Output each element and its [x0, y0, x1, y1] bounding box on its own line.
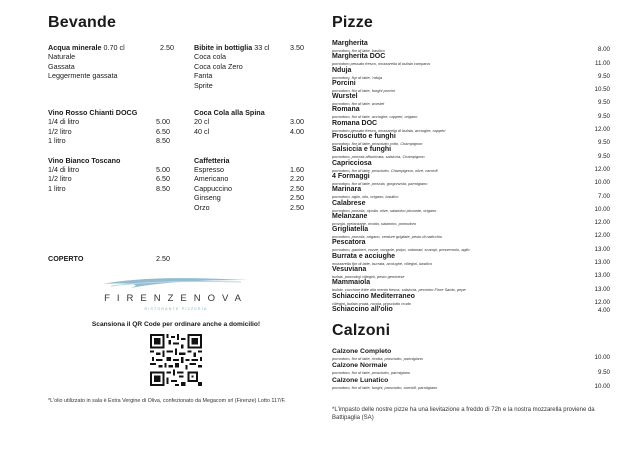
- drink-row-label: Coca cola: [194, 52, 226, 62]
- pizza-column: [332, 14, 610, 422]
- drink-row: [194, 184, 304, 193]
- menu-item-ingredients: pomodoro, fior di latte, basilico: [332, 48, 385, 53]
- drink-group-name: Vino Bianco Toscano: [48, 155, 121, 165]
- menu-item-price: 10.00: [594, 179, 610, 187]
- drink-row: [48, 71, 194, 80]
- drink-group-caffetteria: [194, 156, 304, 212]
- menu-item-name: Calabrese: [332, 199, 366, 207]
- menu-item: [332, 348, 610, 361]
- menu-item-ingredients: pomodoro pessato fresco, mozzarella di bufala, acciughe, capperi: [332, 127, 446, 133]
- menu-item: [332, 377, 610, 390]
- menu-item: [332, 186, 610, 199]
- menu-item: [332, 40, 610, 53]
- menu-item-text: [332, 146, 582, 159]
- menu-item-price: 9.50: [597, 99, 610, 107]
- menu-item-ingredients: pomodoro, provola, origano, verdure grigliate, pesto di radicchio: [332, 234, 443, 240]
- menu-item-ingredients: pomodoro, fior di latte, acciughe, capperi, origano: [332, 114, 418, 120]
- qr-code-icon[interactable]: [150, 334, 202, 386]
- drink-row-label: Coca cola Zero: [194, 61, 243, 71]
- menu-item-price: 13.00: [594, 259, 610, 267]
- drink-row-price: 6.50: [156, 174, 170, 184]
- drink-group-price: 2.50: [160, 43, 174, 52]
- drink-group-vino-rosso: [48, 108, 194, 146]
- drink-row-price: 5.00: [156, 165, 170, 175]
- menu-item-text: [332, 173, 582, 186]
- drink-row-label: 1 litro: [48, 183, 66, 193]
- drink-row-label: Sprite: [194, 80, 213, 90]
- menu-item-price: 12.00: [594, 219, 610, 227]
- drink-row: [194, 117, 304, 126]
- coperto-row: [48, 254, 304, 263]
- menu-item-name: Margherita DOC: [332, 53, 386, 61]
- drink-row-price: 5.00: [156, 117, 170, 127]
- menu-item-price: 12.00: [594, 232, 610, 240]
- pizza-list: [332, 40, 610, 314]
- menu-item-name: Porcini: [332, 79, 356, 87]
- menu-item: [332, 226, 610, 239]
- drink-row-price: 1.60: [290, 165, 304, 175]
- coperto-label: COPERTO: [48, 254, 84, 264]
- menu-item-name: Calzone Completo: [332, 347, 392, 355]
- drink-row-label: 1/2 litro: [48, 174, 72, 184]
- drink-row-price: 2.50: [290, 193, 304, 203]
- menu-item-name: Nduja: [332, 66, 352, 74]
- drink-row-label: Ginseng: [194, 193, 221, 203]
- menu-item-name: Margherita: [332, 40, 368, 47]
- menu-item-name: Schiaccino Mediterraneo: [332, 292, 415, 300]
- menu-item: [332, 93, 610, 106]
- menu-item-text: [332, 67, 582, 80]
- drink-row: [48, 184, 194, 193]
- menu-item-name: Romana DOC: [332, 119, 378, 127]
- menu-item-name: Romana: [332, 106, 360, 114]
- menu-item-text: [332, 80, 582, 93]
- menu-item-name: Salsiccia e funghi: [332, 146, 392, 154]
- drink-row: [48, 127, 194, 136]
- menu-item-text: [332, 120, 582, 133]
- drink-group-acqua: [48, 43, 194, 90]
- menu-item-price: 8.00: [597, 46, 610, 54]
- menu-item-text: [332, 279, 582, 292]
- menu-item: [332, 293, 610, 306]
- drink-row-label: Espresso: [194, 165, 224, 175]
- menu-item-price: 9.50: [597, 139, 610, 147]
- drink-row: [48, 165, 194, 174]
- menu-item-ingredients: pomodoro, fior di latte, prosciutto cotto, Champignon: [332, 141, 423, 147]
- dough-note: *L'impasto delle nostre pizze ha una lievitazione a freddo di 72h e la nostra mozzarella proviene da Battipaglia (SA): [332, 406, 595, 421]
- menu-item: [332, 160, 610, 173]
- menu-item-price: 10.50: [594, 86, 610, 94]
- menu-item-ingredients: ciliegini, bufala cruda, rucola, prosciutto crudo: [332, 300, 411, 306]
- drinks-column: [48, 14, 304, 405]
- menu-item-ingredients: pomodoro, provola affumicata, salsiccia, Champignon: [332, 154, 425, 160]
- menu-item-price: 12.00: [594, 165, 610, 173]
- drink-row: [194, 193, 304, 202]
- menu-item-price: 4.00: [597, 306, 610, 314]
- drink-group-coca-spina: [194, 108, 304, 146]
- drink-group-bibite: [194, 43, 304, 90]
- menu-item: [332, 253, 610, 266]
- drink-row: [194, 81, 304, 90]
- menu-item-price: 10.00: [594, 354, 610, 362]
- drink-group-name: Coca Cola alla Spina: [194, 108, 265, 118]
- drink-group-price: 3.50: [290, 43, 304, 52]
- coperto-price: 2.50: [156, 254, 170, 264]
- menu-item-ingredients: pomodoro, fior di latte, ricotta, prosciutto, parmigiano: [332, 355, 423, 361]
- menu-item-name: Schiaccino all'olio: [332, 305, 393, 313]
- drink-group-unit: 0.70 cl: [103, 43, 125, 52]
- menu-item-text: [332, 226, 582, 239]
- menu-item: [332, 200, 610, 213]
- drink-row: [194, 203, 304, 212]
- drink-row-label: 1/2 litro: [48, 126, 72, 136]
- drink-row: [194, 174, 304, 183]
- brand-subtitle: RISTORANTE PIZZERIA: [144, 307, 208, 312]
- menu-item-price: 13.00: [594, 272, 610, 280]
- drink-row: [48, 62, 194, 71]
- menu-item-name: 4 Formaggi: [332, 172, 370, 180]
- menu-item-name: Calzone Normale: [332, 362, 388, 370]
- drink-row-label: 40 cl: [194, 126, 210, 136]
- menu-item-name: Melanzane: [332, 212, 368, 220]
- drink-row-label: 1 litro: [48, 136, 66, 146]
- menu-item: [332, 80, 610, 93]
- menu-item-price: 12.00: [594, 298, 610, 306]
- menu-item-name: Capricciosa: [332, 159, 372, 167]
- menu-item: [332, 306, 610, 314]
- menu-item-price: 9.50: [597, 368, 610, 376]
- drink-row-label: Americano: [194, 174, 229, 184]
- qr-caption: Scansiona il QR Code per ordinare anche a domicilio!: [91, 321, 261, 329]
- menu-item: [332, 239, 610, 252]
- restaurant-logo: [48, 275, 304, 311]
- menu-item-price: 9.50: [597, 72, 610, 80]
- drink-group-unit: 33 cl: [254, 43, 270, 52]
- menu-item-ingredients: pomodoro, fior di latte, wurstel: [332, 101, 385, 107]
- menu-item-text: [332, 266, 582, 279]
- menu-item-price: 13.00: [594, 245, 610, 253]
- drink-row-price: 6.50: [156, 126, 170, 136]
- menu-item-ingredients: pomodoro, fior di latte, funghi, prosciutto, carciofi, parmigiano: [332, 384, 438, 390]
- drink-row-label: Orzo: [194, 202, 210, 212]
- pizze-title: Pizze: [332, 14, 374, 31]
- menu-item: [332, 362, 610, 375]
- menu-item: [332, 279, 610, 292]
- menu-item-text: [332, 377, 582, 390]
- menu-item-text: [332, 348, 582, 361]
- menu-item-text: [332, 133, 582, 146]
- drink-row: [194, 165, 304, 174]
- menu-item-name: Prosciutto e funghi: [332, 133, 396, 141]
- drink-row-label: Fanta: [194, 71, 213, 81]
- drink-row-label: 1/4 di litro: [48, 165, 80, 175]
- drink-row: [194, 62, 304, 71]
- brand-name: FIRENZENOVA: [104, 293, 248, 305]
- drink-group-name: Acqua minerale: [48, 43, 102, 52]
- menu-item-ingredients: provola, melanzane, ricotta, salamino, pomodoro: [332, 220, 417, 226]
- menu-item-price: 10.00: [594, 205, 610, 213]
- drink-row-price: 2.50: [290, 202, 304, 212]
- menu-item-name: Grigliatella: [332, 226, 369, 234]
- menu-item-text: [332, 186, 582, 199]
- menu-item-name: Wurstel: [332, 93, 358, 101]
- menu-item-price: 9.50: [597, 112, 610, 120]
- drink-row: [48, 52, 194, 61]
- menu-item-price: 10.00: [594, 382, 610, 390]
- drink-group-name: Vino Rosso Chianti DOCG: [48, 108, 138, 118]
- menu-item-price: 7.00: [597, 192, 610, 200]
- menu-item-ingredients: pomodoro, fior di latte, prosciutto, Champignon, olive, carciofi: [332, 167, 438, 173]
- menu-item-text: [332, 40, 582, 53]
- menu-item-ingredients: pomodoro, fior di latte, funghi porcini: [332, 87, 395, 93]
- menu-item-text: [332, 306, 582, 314]
- menu-item-price: 12.00: [594, 126, 610, 134]
- menu-item-text: [332, 53, 582, 66]
- drink-row-price: 2.20: [290, 174, 304, 184]
- menu-item-ingredients: pomodoro, fior di latte, 'nduja: [332, 74, 383, 80]
- menu-item-ingredients: bufala, pomodori ciliegini, pesto genovese: [332, 274, 405, 280]
- drink-row: [48, 174, 194, 183]
- menu-item-price: 9.50: [597, 152, 610, 160]
- menu-item: [332, 266, 610, 279]
- menu-item-text: [332, 213, 582, 226]
- menu-item-text: [332, 93, 582, 106]
- menu-item-ingredients: bufala, zucchine fritte alla menta fresca, salsiccia, pecorino Fiore Sardo, pepe: [332, 287, 466, 293]
- wave-logo-icon: [101, 275, 251, 289]
- menu-item: [332, 53, 610, 66]
- bevande-title: Bevande: [48, 14, 117, 31]
- drink-row: [48, 136, 194, 145]
- drink-row-label: Cappuccino: [194, 183, 232, 193]
- menu-item-text: [332, 293, 582, 306]
- oil-note: *L'olio utilizzato in sala è Extra Vergine di Oliva, confezionato da Megacom srl (Firenze) Lotto 117/F.: [48, 398, 286, 405]
- drink-row-price: 4.00: [290, 126, 304, 136]
- menu-item-ingredients: pomodoro, fior di latte, provola, gorgonzola, parmigiano: [332, 180, 428, 186]
- menu-item: [332, 106, 610, 119]
- calzoni-list: [332, 348, 610, 390]
- menu-item-name: Vesuviana: [332, 266, 367, 274]
- menu-item-ingredients: pomodoro, aglio, olio, origano, basilico: [332, 194, 399, 200]
- menu-item-text: [332, 200, 582, 213]
- menu-item-price: 13.00: [594, 285, 610, 293]
- menu-item: [332, 146, 610, 159]
- drink-row: [194, 71, 304, 80]
- menu-item-text: [332, 239, 582, 252]
- drink-row-price: 8.50: [156, 183, 170, 193]
- menu-item-name: Marinara: [332, 186, 362, 194]
- menu-item-text: [332, 253, 582, 266]
- drink-group-name: Bibite in bottiglia: [194, 43, 253, 52]
- drink-row: [194, 52, 304, 61]
- drink-row-label: 20 cl: [194, 117, 210, 127]
- menu-item-name: Calzone Lunatico: [332, 376, 389, 384]
- drink-row-price: 2.50: [290, 183, 304, 193]
- menu-item: [332, 67, 610, 80]
- drink-row-label: Naturale: [48, 52, 76, 62]
- menu-item-price: 11.00: [594, 59, 610, 67]
- drink-group-vino-bianco: [48, 156, 194, 212]
- menu-item-text: [332, 160, 582, 173]
- drink-group-name: Caffetteria: [194, 155, 230, 165]
- menu-item: [332, 120, 610, 133]
- menu-item: [332, 213, 610, 226]
- drink-row-label: Leggermente gassata: [48, 71, 118, 81]
- menu-item-name: Pescatora: [332, 239, 366, 247]
- menu-item: [332, 173, 610, 186]
- menu-item-name: Mammaiola: [332, 279, 371, 287]
- drink-row-label: Gassata: [48, 61, 75, 71]
- menu-item-ingredients: pomodoro, gamberi, cozze, vongole, polpo, calamari, scampi, prezzemolo, aglio: [332, 247, 470, 253]
- menu-item-ingredients: pomodoro, provola, cipolla, olive, salamino piccante, origano: [332, 207, 437, 213]
- menu-item: [332, 133, 610, 146]
- drink-row-price: 8.50: [156, 136, 170, 146]
- drink-row: [194, 127, 304, 136]
- drink-row: [48, 117, 194, 126]
- drink-row-label: 1/4 di litro: [48, 117, 80, 127]
- menu-item-ingredients: pomodoro, fior di latte, prosciutto, parmigiano: [332, 370, 411, 376]
- menu-item-text: [332, 362, 582, 375]
- drinks-grid: [48, 43, 304, 212]
- drink-row-price: 3.00: [290, 117, 304, 127]
- menu-item-ingredients: pomodoro pessato fresco, mozzarella di bufala campana: [332, 61, 430, 67]
- menu-item-ingredients: mozzarella fior di latte, burrata, acciughe, ciliegini, basilico: [332, 260, 433, 266]
- menu-item-name: Burrata e acciughe: [332, 252, 396, 260]
- menu-item-text: [332, 106, 582, 119]
- calzoni-title: Calzoni: [332, 321, 391, 339]
